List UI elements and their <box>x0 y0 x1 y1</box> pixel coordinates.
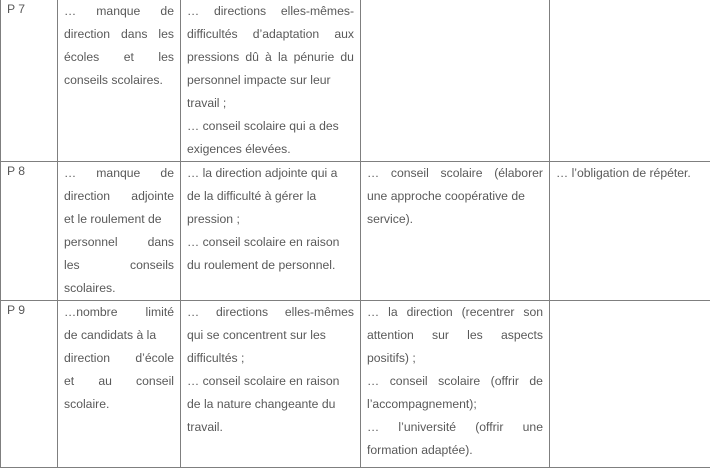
cell-line <box>64 0 174 23</box>
cell-line <box>187 46 354 69</box>
cell-word: … <box>367 370 379 393</box>
cell-col3 <box>181 162 361 301</box>
cell-line: de candidats à la <box>64 324 174 347</box>
cell-word: à <box>265 46 272 69</box>
cell-word: dans <box>148 231 174 254</box>
participant-label: P 9 <box>7 301 51 323</box>
cell-word: … <box>187 301 199 324</box>
table-row <box>1 0 710 162</box>
cell-word: pénurie <box>294 46 335 69</box>
participant-cell <box>1 301 58 468</box>
cell-word: … <box>64 0 76 23</box>
cell-line: formation adaptée). <box>367 439 543 462</box>
cell-word: difficultés <box>187 23 238 46</box>
cell-line <box>367 324 543 347</box>
cell-line: … conseil scolaire en raison <box>187 231 354 254</box>
cell-word: conseil <box>390 370 428 393</box>
cell-line <box>64 185 174 208</box>
cell-word: … <box>187 0 199 23</box>
cell-word: sur <box>432 324 449 347</box>
participant-cell <box>1 162 58 301</box>
cell-word: aux <box>334 23 354 46</box>
cell-word: … <box>367 162 379 185</box>
cell-col3 <box>181 0 361 162</box>
cell-line: service). <box>367 208 543 231</box>
cell-line: scolaires. <box>64 277 174 300</box>
cell-line: … la direction adjointe qui a <box>187 162 354 185</box>
participant-label: P 8 <box>7 162 51 184</box>
cell-word: l’université <box>398 416 456 439</box>
cell-word: directions <box>216 301 268 324</box>
cell-line <box>367 416 543 439</box>
cell-line <box>64 46 174 69</box>
cell-word: elles-mêmes <box>285 301 354 324</box>
cell-word: direction <box>64 23 110 46</box>
cell-word: manque <box>96 162 140 185</box>
cell-line: travail. <box>187 416 354 439</box>
cell-word: de <box>529 370 543 393</box>
cell-word: son <box>523 301 543 324</box>
cell-word: (offrir <box>491 370 519 393</box>
cell-line: positifs) ; <box>367 347 543 370</box>
cell-col2 <box>58 0 181 162</box>
cell-line <box>64 301 174 324</box>
cell-line: pression ; <box>187 208 354 231</box>
cell-word: (offrir <box>475 416 503 439</box>
cell-line <box>64 162 174 185</box>
cell-line: et le roulement de <box>64 208 174 231</box>
cell-word: écoles <box>64 46 99 69</box>
cell-line: difficultés ; <box>187 347 354 370</box>
cell-line: travail ; <box>187 92 354 115</box>
cell-word: la <box>388 301 398 324</box>
cell-line: … conseil scolaire qui a des <box>187 115 354 138</box>
cell-word: … <box>64 162 76 185</box>
cell-line: de la nature changeante du <box>187 393 354 416</box>
cell-word: du <box>340 46 354 69</box>
cell-word: et <box>64 370 74 393</box>
cell-line: de la difficulté à gérer la <box>187 185 354 208</box>
cell-line: … l’obligation de répéter. <box>556 162 704 185</box>
cell-line: du roulement de personnel. <box>187 254 354 277</box>
cell-word: d’école <box>135 347 174 370</box>
cell-word: …nombre <box>64 301 118 324</box>
participant-cell <box>1 0 58 162</box>
cell-word: au <box>98 370 112 393</box>
cell-line: une approche coopérative de <box>367 185 543 208</box>
cell-word: (élaborer <box>494 162 543 185</box>
cell-col2 <box>58 162 181 301</box>
cell-word: aspects <box>501 324 543 347</box>
cell-col4 <box>361 301 550 468</box>
cell-word: … <box>367 416 379 439</box>
cell-word: scolaire <box>441 162 483 185</box>
cell-word: personnel <box>64 231 118 254</box>
cell-line <box>367 162 543 185</box>
cell-word: direction <box>64 347 110 370</box>
cell-word: dû <box>245 46 259 69</box>
cell-col2 <box>58 301 181 468</box>
participant-label: P 7 <box>7 0 51 21</box>
cell-line <box>187 301 354 324</box>
cell-word: … <box>367 301 379 324</box>
cell-word: adjointe <box>131 185 174 208</box>
cell-line: personnel impacte sur leur <box>187 69 354 92</box>
cell-word: les <box>158 23 174 46</box>
cell-word: les <box>64 254 80 277</box>
cell-line: qui se concentrent sur les <box>187 324 354 347</box>
cell-line <box>64 231 174 254</box>
cell-col5 <box>550 0 710 162</box>
cell-word: d’adaptation <box>253 23 319 46</box>
cell-line: conseils scolaires. <box>64 69 174 92</box>
cell-word: la <box>278 46 288 69</box>
cell-line <box>367 370 543 393</box>
cell-line: … conseil scolaire en raison <box>187 370 354 393</box>
cell-line <box>64 347 174 370</box>
cell-word: conseil <box>136 370 174 393</box>
cell-word: direction <box>64 185 110 208</box>
cell-line: l’accompagnement); <box>367 393 543 416</box>
cell-col4 <box>361 0 550 162</box>
cell-col5 <box>550 301 710 468</box>
cell-word: une <box>523 416 543 439</box>
cell-word: limité <box>146 301 174 324</box>
cell-word: direction <box>407 301 453 324</box>
cell-line: exigences élevées. <box>187 138 354 161</box>
cell-line <box>367 301 543 324</box>
cell-word: conseil <box>391 162 429 185</box>
cell-line <box>64 254 174 277</box>
table-row <box>1 301 710 468</box>
cell-word: scolaire <box>438 370 480 393</box>
cell-word: elles-mêmes- <box>281 0 354 23</box>
cell-word: les <box>158 46 174 69</box>
cell-word: (recentrer <box>462 301 515 324</box>
table-row <box>1 162 710 301</box>
cell-word: les <box>467 324 483 347</box>
cell-word: pressions <box>187 46 239 69</box>
cell-word: dans <box>121 23 147 46</box>
cell-word: attention <box>367 324 414 347</box>
cell-line: scolaire. <box>64 393 174 416</box>
cell-col4 <box>361 162 550 301</box>
cell-col5 <box>550 162 710 301</box>
cell-word: de <box>160 0 174 23</box>
cell-word: de <box>160 162 174 185</box>
cell-col3 <box>181 301 361 468</box>
cell-word: et <box>124 46 134 69</box>
cell-word: conseils <box>130 254 174 277</box>
cell-word: manque <box>96 0 140 23</box>
cell-word: directions <box>214 0 266 23</box>
cell-line <box>187 0 354 23</box>
cell-line <box>64 370 174 393</box>
cell-line <box>64 23 174 46</box>
cell-line <box>187 23 354 46</box>
